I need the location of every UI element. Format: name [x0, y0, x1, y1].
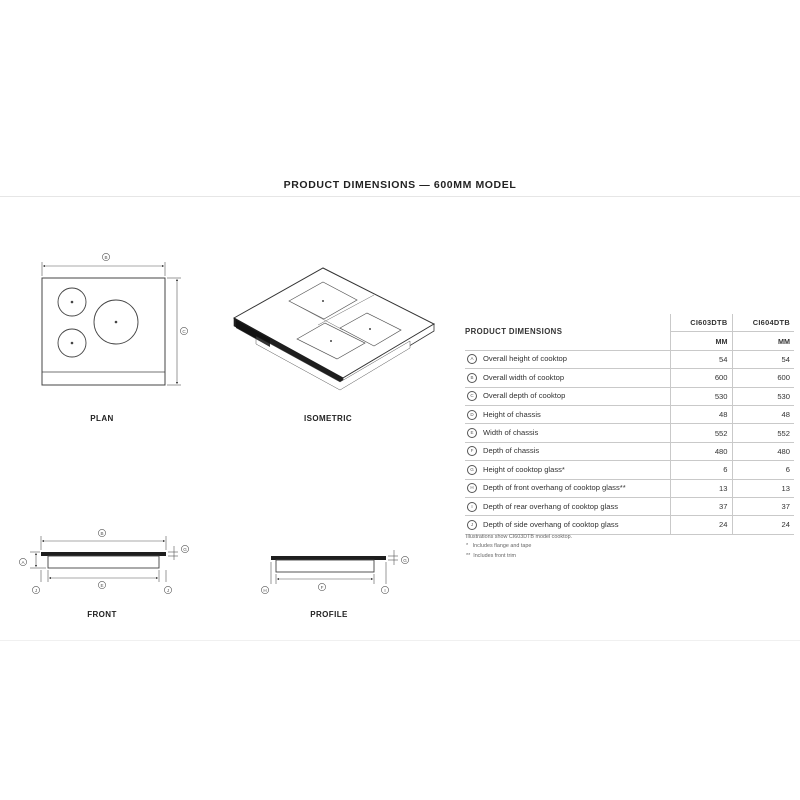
- isometric-view: [234, 268, 434, 390]
- plan-label: PLAN: [90, 414, 114, 423]
- row-value-2: 552: [732, 424, 794, 442]
- row-value-1: 48: [670, 405, 732, 423]
- front-height-marker: A: [21, 559, 25, 565]
- front-chassis-marker: E: [100, 582, 104, 588]
- row-value-1: 530: [670, 387, 732, 405]
- front-width-marker: B: [100, 530, 104, 536]
- table-row: [465, 350, 794, 368]
- profile-glass: [271, 556, 386, 560]
- profile-view: [261, 550, 408, 594]
- table-notes: [466, 533, 572, 561]
- page-title: PRODUCT DIMENSIONS — 600MM MODEL: [283, 179, 517, 191]
- note-trim: ** Includes front trim: [466, 552, 517, 559]
- model-header-2: CI604DTB: [732, 314, 794, 332]
- row-value-1: 54: [670, 350, 732, 368]
- row-label: [465, 369, 670, 387]
- row-marker: A: [467, 354, 477, 364]
- row-value-1: 24: [670, 516, 732, 534]
- row-marker: D: [467, 410, 477, 420]
- table-row: [465, 387, 794, 405]
- row-value-1: 6: [670, 461, 732, 479]
- row-label-text: Height of cooktop glass*: [483, 464, 565, 474]
- row-label-text: Depth of side overhang of cooktop glass: [483, 519, 619, 529]
- row-value-2: 480: [732, 442, 794, 460]
- table-row: [465, 479, 794, 497]
- row-label-text: Depth of chassis: [483, 446, 540, 456]
- front-view: [19, 529, 188, 593]
- row-label-text: Width of chassis: [483, 428, 539, 438]
- plan-width-marker: B: [104, 254, 108, 260]
- profile-glass-marker: G: [403, 557, 407, 563]
- row-value-2: 54: [732, 350, 794, 368]
- profile-rear-overhang-marker: I: [384, 587, 386, 593]
- row-value-2: 600: [732, 369, 794, 387]
- row-marker: H: [467, 483, 477, 493]
- table-row: [465, 424, 794, 442]
- row-label-text: Depth of front overhang of cooktop glass**: [483, 483, 626, 493]
- note-illustration: Illustrations show CI603DTB model cooktop.: [466, 534, 573, 540]
- row-label: [465, 405, 670, 423]
- iso-glass-top: [234, 268, 434, 378]
- bottom-divider: [0, 640, 800, 641]
- table-row: [465, 497, 794, 515]
- table-row: [465, 405, 794, 423]
- table-header-title: PRODUCT DIMENSIONS: [465, 314, 670, 350]
- row-value-2: 13: [732, 479, 794, 497]
- front-glass-marker: G: [183, 546, 187, 552]
- row-label: [465, 442, 670, 460]
- row-value-1: 13: [670, 479, 732, 497]
- table-row: [465, 461, 794, 479]
- row-label-text: Overall height of cooktop: [483, 354, 568, 364]
- row-value-2: 48: [732, 405, 794, 423]
- row-label: [465, 461, 670, 479]
- plan-depth-marker: C: [182, 328, 186, 334]
- profile-front-overhang-marker: H: [263, 587, 267, 593]
- row-marker: B: [467, 373, 477, 383]
- front-side-left-marker: J: [34, 587, 38, 593]
- row-value-1: 552: [670, 424, 732, 442]
- row-marker: E: [467, 428, 477, 438]
- unit-header-2: MM: [732, 332, 794, 350]
- row-label-text: Depth of rear overhang of cooktop glass: [483, 501, 619, 511]
- row-label: [465, 497, 670, 515]
- row-value-1: 480: [670, 442, 732, 460]
- profile-label: PROFILE: [310, 610, 348, 619]
- plan-view: [42, 253, 188, 385]
- row-value-1: 600: [670, 369, 732, 387]
- row-label: [465, 350, 670, 368]
- row-label: [465, 424, 670, 442]
- row-marker: G: [467, 465, 477, 475]
- row-label-text: Overall depth of cooktop: [483, 391, 566, 401]
- front-label: FRONT: [87, 610, 117, 619]
- row-label: [465, 516, 670, 534]
- profile-depth-marker: F: [320, 584, 324, 590]
- front-side-right-marker: J: [166, 587, 170, 593]
- row-value-2: 37: [732, 497, 794, 515]
- front-glass: [41, 552, 166, 556]
- dimensions-table: [465, 314, 794, 535]
- row-marker: C: [467, 391, 477, 401]
- row-label-text: Height of chassis: [483, 409, 541, 419]
- row-label: [465, 387, 670, 405]
- row-marker: I: [467, 502, 477, 512]
- table-row: [465, 369, 794, 387]
- table-row: [465, 442, 794, 460]
- unit-header-1: MM: [670, 332, 732, 350]
- row-value-2: 530: [732, 387, 794, 405]
- row-marker: J: [467, 520, 477, 530]
- row-value-2: 24: [732, 516, 794, 534]
- row-value-2: 6: [732, 461, 794, 479]
- note-flange: * Includes flange and tape: [466, 543, 532, 550]
- isometric-label: ISOMETRIC: [303, 414, 353, 423]
- model-header-1: CI603DTB: [670, 314, 732, 332]
- row-label-text: Overall width of cooktop: [483, 372, 565, 382]
- front-chassis: [48, 556, 159, 568]
- table-row: [465, 516, 794, 534]
- row-label: [465, 479, 670, 497]
- row-marker: F: [467, 446, 477, 456]
- row-value-1: 37: [670, 497, 732, 515]
- profile-chassis: [276, 560, 374, 572]
